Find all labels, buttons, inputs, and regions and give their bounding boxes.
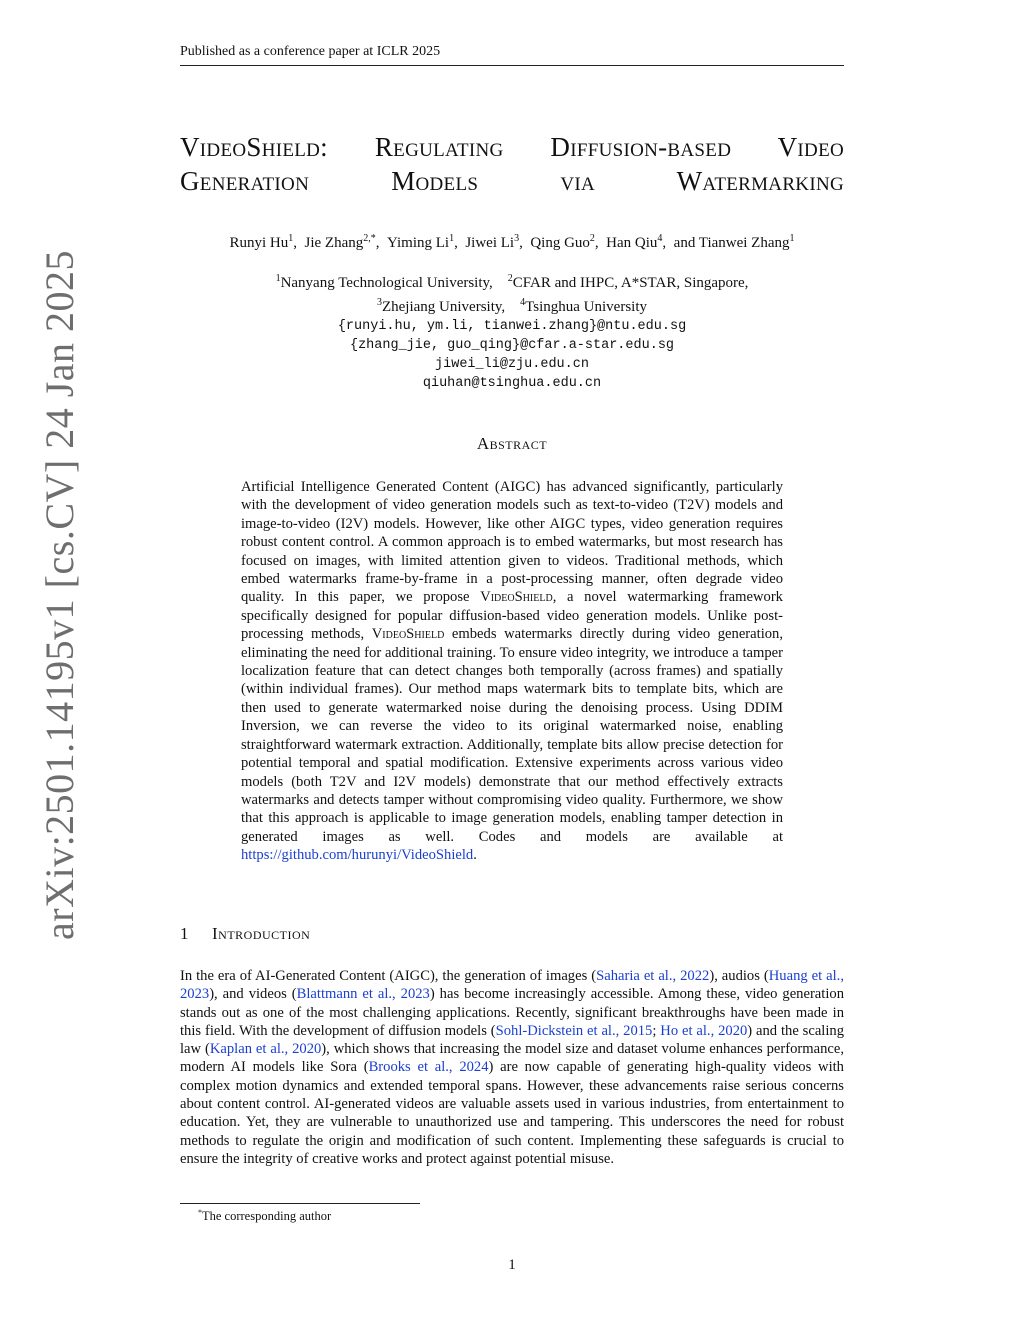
author-name: Jiwei Li <box>465 235 515 251</box>
affiliations <box>180 269 844 393</box>
abstract-end: . <box>473 847 477 864</box>
citation-link[interactable]: Blattmann et al., 2023 <box>296 986 430 1003</box>
footnote-text: The corresponding author <box>202 1209 332 1224</box>
footnote <box>198 1208 331 1224</box>
intro-text: ) and the scaling law ( <box>180 1022 845 1058</box>
intro-text: ) are now capable of generating high-quality videos with complex motion dynamics and extended temporal spans. However, these advancements raise serious concerns about content control. AI-generated videos are valuable assets used in various industries, from entertainment to education. Yet, they are vulnerable to unauthorized use and tampering. This underscores the need for robust methods to regulate the origin and modification of such content. Implementing these safeguards is crucial to ensure the integrity of creative works and protect against potential misuse. <box>180 1059 844 1167</box>
abstract-text-3: embeds watermarks directly during video generation, eliminating the need for additional training. To ensure video integrity, we introduce a tamper localization feature that can detect changes both temporally (across frames) and spatially (within individual frames). Our method maps watermark bits to template bits, which are then used to generate watermarked noise during the denoising process. Using DDIM Inversion, we can reverse the video to its original watermarked noise, enabling straightforward watermark extraction. Additionally, template bits allow precise detection for potential temporal and spatial modification. Extensive experiments across various video models (both T2V and I2V models) demonstrate that our method effectively extracts watermarks and detects tamper without compromising video quality. Furthermore, we show that this approach is applicable to image generation models, enabling tamper detection in generated images as well. Codes and models are available at <box>241 626 783 845</box>
citation-link[interactable]: Sohl-Dickstein et al., 2015 <box>495 1022 653 1039</box>
affiliation-2: CFAR and IHPC, A*STAR, Singapore, <box>512 275 749 291</box>
author-affil-mark: 3 <box>514 233 520 244</box>
arxiv-stamp[interactable]: arXiv:2501.14195v1 [cs.CV] 24 Jan 2025 <box>37 249 82 940</box>
github-link[interactable]: https://github.com/hurunyi/VideoShield <box>241 847 474 864</box>
author-affil-mark: 4 <box>657 233 663 244</box>
section-number: 1 <box>180 924 189 943</box>
intro-text: ) has become increasingly accessible. Among these, video generation stands out as one of the most challenging applications. Recently, significant breakthroughs have been made in this field. With the development of diffusion models ( <box>180 986 844 1039</box>
author-name: Runyi Hu <box>229 235 289 251</box>
affil-sup-4: 4 <box>520 297 526 308</box>
affiliation-line-2 <box>180 293 844 317</box>
author-name: Qing Guo <box>530 235 590 251</box>
intro-paragraph <box>180 967 844 1168</box>
abstract-heading: Abstract <box>476 434 548 453</box>
affiliation-3: Zhejiang University, <box>381 299 506 315</box>
abstract-body <box>241 478 783 865</box>
affiliation-4: Tsinghua University <box>525 299 648 315</box>
running-header: Published as a conference paper at ICLR 2025 <box>180 44 844 66</box>
section-heading <box>180 924 844 944</box>
citation-link[interactable]: Huang et al., 2023 <box>180 968 844 1003</box>
citation-link[interactable]: Kaplan et al., 2020 <box>209 1041 322 1058</box>
citation-link[interactable]: Saharia et al., 2022 <box>596 968 710 984</box>
affil-sup-1: 1 <box>275 273 281 284</box>
author-affil-mark: 2,* <box>363 233 376 244</box>
intro-text: ), which shows that increasing the model size and dataset volume enhances performance, modern AI models like Sora ( <box>180 1041 844 1076</box>
page-number: 1 <box>508 1257 516 1273</box>
affiliation-1: Nanyang Technological University, <box>280 275 493 291</box>
author-affil-mark: 1 <box>789 233 795 244</box>
method-name: VideoShield <box>480 589 553 606</box>
intro-text: ), and videos ( <box>209 986 297 1003</box>
author-list: Runyi Hu$^1$, Jie Zhang$^{2,*}$, Yiming Li$^1$, Jiwei Li$^3$, Qing Guo$^2$, Han Qiu$^4$, and Tianwei Zhang$^1$ <box>229 233 795 251</box>
paper-title: VideoShield: Regulating Diffusion-based Video Generation Models via Watermarking <box>180 132 844 196</box>
email-4: qiuhan@tsinghua.edu.cn <box>422 376 602 391</box>
citation-link[interactable]: Ho et al., 2020 <box>660 1022 748 1039</box>
footnote-mark: * <box>198 1208 202 1217</box>
affil-sup-2: 2 <box>507 273 513 284</box>
author-affil-mark: 1 <box>288 233 294 244</box>
author-name: Han Qiu <box>606 235 658 251</box>
intro-text: ), audios ( <box>709 968 769 984</box>
intro-text: In the era of AI-Generated Content (AIGC), the generation of images ( <box>180 968 597 984</box>
affil-sup-3: 3 <box>376 297 382 308</box>
intro-text: ; <box>652 1022 661 1039</box>
author-name: Yiming Li <box>386 235 450 251</box>
email-1: {runyi.hu, ym.li, tianwei.zhang}@ntu.edu.sg <box>337 319 687 334</box>
abstract-text-1: Artificial Intelligence Generated Content (AIGC) has advanced significantly, particularly with the development of video generation models such as text-to-video (T2V) models and image-to-video (I2V) models. However, like other AIGC types, video generation requires robust content control. A common approach is to embed watermarks, but most research has focused on images, with limited attention given to videos. Traditional methods, which embed watermarks frame-by-frame in a post-processing manner, often degrade video quality. In this paper, we propose <box>241 479 783 606</box>
method-name: VideoShield <box>371 626 445 643</box>
author-name: and Tianwei Zhang <box>673 235 790 251</box>
abstract-text-2: , a novel watermarking framework specifically designed for popular diffusion-based video generation models. Unlike post-processing methods, <box>241 589 783 643</box>
author-name: Jie Zhang <box>304 235 364 251</box>
author-affil-mark: 2 <box>589 233 595 244</box>
author-affil-mark: 1 <box>449 233 455 244</box>
section-title: Introduction <box>212 924 311 943</box>
citation-link[interactable]: Brooks et al., 2024 <box>368 1059 489 1076</box>
footnote-divider <box>180 1203 420 1204</box>
affiliation-line-1 <box>180 269 844 293</box>
email-2: {zhang_jie, guo_qing}@cfar.a-star.edu.sg <box>349 338 675 353</box>
email-3: jiwei_li@zju.edu.cn <box>435 357 589 372</box>
